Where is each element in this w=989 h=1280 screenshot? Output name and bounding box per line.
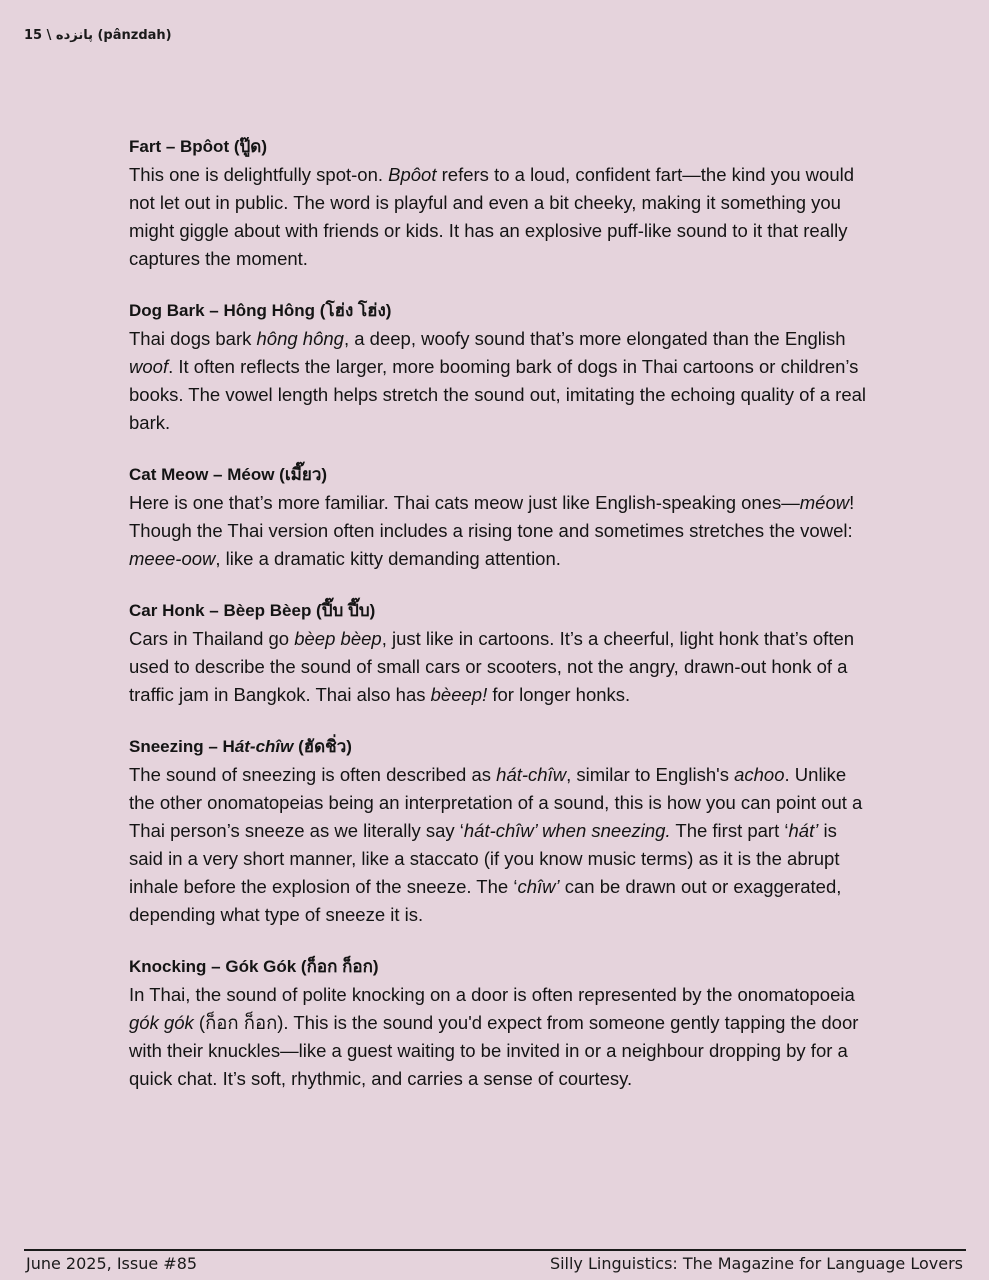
entry-title: Knocking – Gók Gók (ก็อก ก็อก) bbox=[129, 957, 379, 976]
footer-divider bbox=[24, 1249, 966, 1251]
entry-text: The sound of sneezing is often described as hát-chîw, similar to English's achoo. Unlike the other onomatopeias being an interpretation of a sound, this is how you can point out a Thai person’s sneeze as we literally say ‘hát-chîw’ when sneezing. The first part ‘hát’ is said in a very short manner, like a staccato (if you know music terms) as it is the abrupt inhale before the explosion of the sneeze. The ‘chîw’ can be drawn out or exaggerated, depending what type of sneeze it is. bbox=[129, 764, 863, 925]
entry-car-honk bbox=[129, 597, 869, 709]
entry-text: Cars in Thailand go bèep bèep, just like in cartoons. It’s a cheerful, light honk that’s often used to describe the sound of small cars or scooters, not the angry, drawn-out honk of a traffic jam in Bangkok. Thai also has bèeep! for longer honks. bbox=[129, 628, 855, 705]
entry-text: In Thai, the sound of polite knocking on a door is often represented by the onomatopoeia gók gók (ก็อก ก็อก). This is the sound you'd expect from someone gently tapping the door with their knuckles—like a guest waiting to be invited in or a neighbour dropping by for a quick chat. It’s soft, rhythmic, and carries a sense of courtesy. bbox=[129, 984, 859, 1089]
entry-text: Thai dogs bark hông hông, a deep, woofy sound that’s more elongated than the English woof. It often reflects the larger, more booming bark of dogs in Thai cartoons or children’s books. The vowel length helps stretch the sound out, imitating the echoing quality of a real bark. bbox=[129, 328, 867, 433]
entry-text: This one is delightfully spot-on. Bpôot refers to a loud, confident fart—the kind you would not let out in public. The word is playful and even a bit cheeky, making it something you might giggle about with friends or kids. It has an explosive puff-like sound to it that really captures the moment. bbox=[129, 164, 855, 269]
footer-issue: June 2025, Issue #85 bbox=[26, 1254, 198, 1273]
entry-cat-meow bbox=[129, 461, 869, 573]
article-body bbox=[129, 133, 869, 1117]
entry-title: Sneezing – Hát-chîw (ฮัดชิ่ว) bbox=[129, 737, 352, 756]
entry-title: Dog Bark – Hông Hông (โฮ่ง โฮ่ง) bbox=[129, 301, 392, 320]
entry-title: Fart – Bpôot (ปู๊ด) bbox=[129, 137, 267, 156]
entry-sneezing bbox=[129, 733, 869, 929]
page-number-header: 15 \ پانزده (pânzdah) bbox=[24, 28, 172, 43]
entry-title: Cat Meow – Méow (เมี๊ยว) bbox=[129, 465, 328, 484]
entry-title: Car Honk – Bèep Bèep (ปี๊บ ปี๊บ) bbox=[129, 601, 376, 620]
entry-fart bbox=[129, 133, 869, 273]
footer-magazine-title: Silly Linguistics: The Magazine for Language Lovers bbox=[549, 1254, 963, 1273]
entry-knocking bbox=[129, 953, 869, 1093]
entry-dog-bark bbox=[129, 297, 869, 437]
entry-text: Here is one that’s more familiar. Thai cats meow just like English-speaking ones—méow! Though the Thai version often includes a rising tone and sometimes stretches the vowel: meee-oow, like a dramatic kitty demanding attention. bbox=[129, 492, 855, 569]
